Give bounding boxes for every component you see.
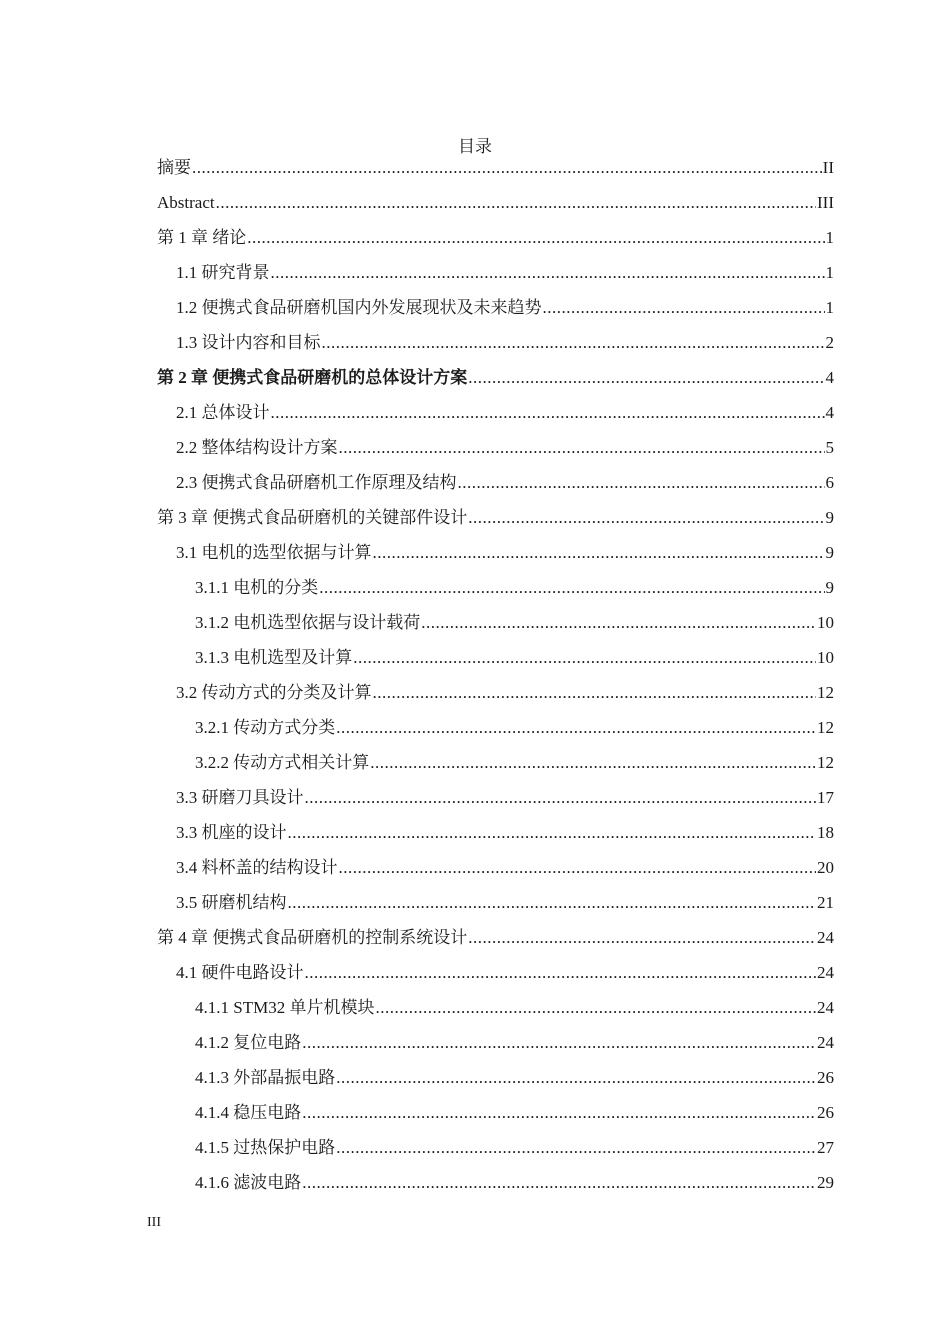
toc-entry[interactable] <box>157 610 834 645</box>
toc-entry-label: 4.1.4 稳压电路 <box>195 1103 302 1122</box>
toc-entry-page: 9 <box>825 578 834 597</box>
table-of-contents <box>157 155 834 1205</box>
toc-entry-page: 1 <box>825 298 834 317</box>
toc-entry-page: 26 <box>817 1103 834 1122</box>
toc-entry-label: 4.1.2 复位电路 <box>195 1033 302 1052</box>
toc-dot-leader <box>305 960 817 986</box>
toc-dot-leader <box>373 540 825 566</box>
toc-entry[interactable] <box>157 540 834 575</box>
toc-entry-page: II <box>822 158 834 177</box>
toc-dot-leader <box>302 1100 816 1126</box>
toc-entry[interactable] <box>157 400 834 435</box>
toc-dot-leader <box>271 260 825 286</box>
toc-entry-page: 4 <box>825 368 834 387</box>
toc-entry-label: 1.1 研究背景 <box>176 263 270 282</box>
toc-dot-leader <box>336 1135 816 1161</box>
toc-entry[interactable] <box>157 1030 834 1065</box>
toc-entry[interactable] <box>157 1065 834 1100</box>
toc-dot-leader <box>322 330 825 356</box>
toc-entry-page: 4 <box>825 403 834 422</box>
toc-entry-label: 3.1.3 电机选型及计算 <box>195 648 353 667</box>
toc-entry[interactable] <box>157 890 834 925</box>
toc-entry-label: 1.2 便携式食品研磨机国内外发展现状及未来趋势 <box>176 298 542 317</box>
toc-dot-leader <box>288 820 817 846</box>
toc-entry[interactable] <box>157 575 834 610</box>
toc-entry-page: 12 <box>817 718 834 737</box>
toc-dot-leader <box>302 1170 816 1196</box>
toc-entry-label: 4.1.1 STM32 单片机模块 <box>195 998 375 1017</box>
toc-entry-page: 12 <box>817 683 834 702</box>
toc-entry-page: 9 <box>825 508 834 527</box>
toc-dot-leader <box>288 890 817 916</box>
toc-entry[interactable] <box>157 295 834 330</box>
toc-entry[interactable] <box>157 680 834 715</box>
toc-dot-leader <box>468 925 816 951</box>
toc-entry[interactable] <box>157 1135 834 1170</box>
toc-dot-leader <box>353 645 816 671</box>
toc-dot-leader <box>468 505 824 531</box>
toc-entry[interactable] <box>157 645 834 680</box>
toc-entry-page: 10 <box>817 648 834 667</box>
toc-dot-leader <box>336 715 816 741</box>
toc-entry-label: 3.1.2 电机选型依据与设计载荷 <box>195 613 421 632</box>
toc-entry[interactable] <box>157 435 834 470</box>
toc-entry-label: 3.4 料杯盖的结构设计 <box>176 858 338 877</box>
toc-entry[interactable] <box>157 225 834 260</box>
toc-entry-label: 第 2 章 便携式食品研磨机的总体设计方案 <box>157 368 468 387</box>
toc-entry-label: 3.2 传动方式的分类及计算 <box>176 683 372 702</box>
toc-entry-page: 10 <box>817 613 834 632</box>
toc-dot-leader <box>271 400 825 426</box>
toc-entry-page: 29 <box>817 1173 834 1192</box>
toc-entry-label: Abstract <box>157 193 215 212</box>
toc-entry-page: 24 <box>817 963 834 982</box>
toc-entry-page: 24 <box>817 928 834 947</box>
toc-entry[interactable] <box>157 855 834 890</box>
toc-dot-leader <box>216 190 816 216</box>
toc-entry-page: 21 <box>817 893 834 912</box>
toc-dot-leader <box>319 575 824 601</box>
toc-entry-label: 4.1.3 外部晶振电路 <box>195 1068 336 1087</box>
toc-entry[interactable] <box>157 925 834 960</box>
toc-entry[interactable] <box>157 960 834 995</box>
toc-entry[interactable] <box>157 330 834 365</box>
toc-dot-leader <box>421 610 816 636</box>
toc-dot-leader <box>543 295 825 321</box>
toc-entry[interactable] <box>157 1170 834 1205</box>
toc-dot-leader <box>336 1065 816 1091</box>
toc-entry[interactable] <box>157 820 834 855</box>
toc-entry-page: 6 <box>825 473 834 492</box>
toc-entry-label: 4.1.6 滤波电路 <box>195 1173 302 1192</box>
toc-entry-page: 17 <box>817 788 834 807</box>
toc-dot-leader <box>247 225 824 251</box>
toc-entry-label: 1.3 设计内容和目标 <box>176 333 321 352</box>
toc-entry-label: 3.2.1 传动方式分类 <box>195 718 336 737</box>
toc-entry-label: 3.1 电机的选型依据与计算 <box>176 543 372 562</box>
toc-dot-leader <box>458 470 825 496</box>
toc-entry-page: 20 <box>817 858 834 877</box>
toc-entry-label: 4.1 硬件电路设计 <box>176 963 304 982</box>
toc-entry-label: 2.1 总体设计 <box>176 403 270 422</box>
toc-entry[interactable] <box>157 365 834 400</box>
toc-entry-label: 3.3 研磨刀具设计 <box>176 788 304 807</box>
toc-entry-page: 27 <box>817 1138 834 1157</box>
toc-entry-label: 4.1.5 过热保护电路 <box>195 1138 336 1157</box>
toc-entry-label: 摘要 <box>157 158 191 177</box>
toc-entry-label: 3.2.2 传动方式相关计算 <box>195 753 370 772</box>
toc-entry-page: 5 <box>825 438 834 457</box>
toc-entry-label: 2.3 便携式食品研磨机工作原理及结构 <box>176 473 457 492</box>
toc-entry-label: 3.1.1 电机的分类 <box>195 578 319 597</box>
toc-dot-leader <box>302 1030 816 1056</box>
toc-entry-label: 第 4 章 便携式食品研磨机的控制系统设计 <box>157 928 468 947</box>
toc-dot-leader <box>339 855 817 881</box>
toc-dot-leader <box>373 680 817 706</box>
toc-entry[interactable] <box>157 1100 834 1135</box>
toc-entry[interactable] <box>157 995 834 1030</box>
toc-title: 目录 <box>458 137 492 156</box>
toc-entry[interactable] <box>157 260 834 295</box>
toc-entry[interactable] <box>157 155 834 190</box>
toc-entry-page: 24 <box>817 1033 834 1052</box>
toc-entry[interactable] <box>157 750 834 785</box>
toc-entry-label: 3.5 研磨机结构 <box>176 893 287 912</box>
toc-entry-page: 18 <box>817 823 834 842</box>
toc-entry[interactable] <box>157 785 834 820</box>
toc-entry-label: 3.3 机座的设计 <box>176 823 287 842</box>
toc-entry-page: 9 <box>825 543 834 562</box>
toc-entry-label: 第 3 章 便携式食品研磨机的关键部件设计 <box>157 508 468 527</box>
page-number-footer: III <box>147 1215 161 1230</box>
toc-entry[interactable] <box>157 470 834 505</box>
toc-entry[interactable] <box>157 505 834 540</box>
toc-entry[interactable] <box>157 190 834 225</box>
toc-dot-leader <box>375 995 816 1021</box>
toc-entry-page: 26 <box>817 1068 834 1087</box>
toc-entry-page: 1 <box>825 263 834 282</box>
toc-dot-leader <box>370 750 816 776</box>
toc-dot-leader <box>305 785 817 811</box>
toc-entry-page: 24 <box>817 998 834 1017</box>
toc-entry-page: 1 <box>825 228 834 247</box>
toc-entry-page: 2 <box>825 333 834 352</box>
toc-entry-label: 2.2 整体结构设计方案 <box>176 438 338 457</box>
toc-entry-page: 12 <box>817 753 834 772</box>
toc-entry[interactable] <box>157 715 834 750</box>
toc-dot-leader <box>192 155 822 181</box>
toc-entry-page: III <box>817 193 834 212</box>
toc-dot-leader <box>339 435 825 461</box>
toc-entry-label: 第 1 章 绪论 <box>157 228 247 247</box>
toc-dot-leader <box>468 365 824 391</box>
